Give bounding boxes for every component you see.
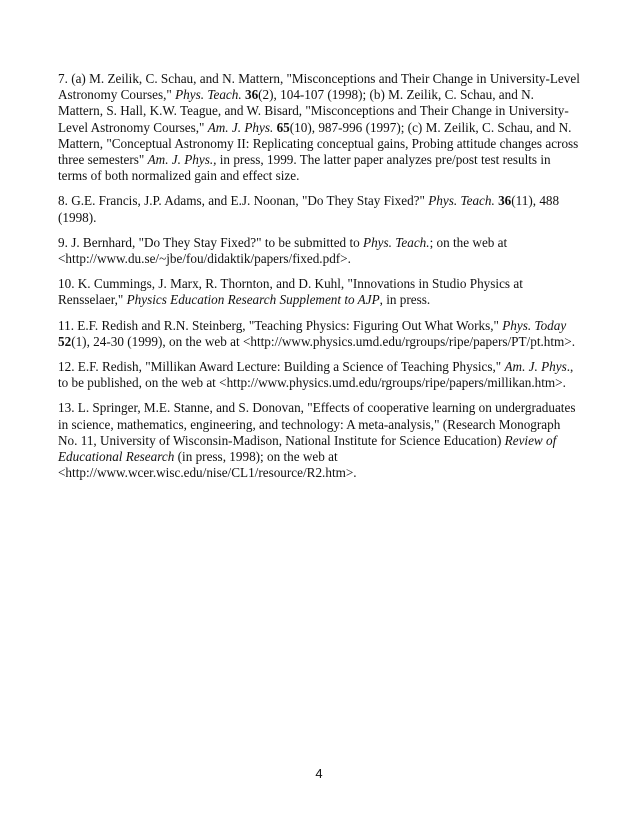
reference-text: 9. J. Bernhard, "Do They Stay Fixed?" to be submitted to	[58, 234, 364, 250]
reference-italic-text: Phys. Teach.	[175, 87, 242, 103]
reference-volume: 36	[244, 87, 259, 103]
page-number: 4	[315, 766, 323, 781]
reference-italic-text: Phys. Today	[502, 317, 567, 333]
reference-volume: 52	[58, 333, 72, 349]
reference-volume: 65	[276, 119, 290, 135]
reference-item	[58, 276, 582, 308]
reference-italic-text: Am. J. Phys.	[207, 119, 274, 135]
reference-item	[58, 235, 582, 267]
reference-italic-text: Phys. Teach.	[363, 234, 430, 250]
reference-text: 8. G.E. Francis, J.P. Adams, and E.J. Noonan, "Do They Stay Fixed?"	[58, 193, 429, 209]
reference-item	[58, 359, 582, 391]
reference-italic-text: Review of Educational Research	[58, 432, 557, 465]
reference-text: 13. L. Springer, M.E. Stanne, and S. Donovan, "Effects of cooperative learning on undergraduates in science, mathematics, engineering, and technology: A meta-analysis," (Research Monograph No. 11, University of Wisconsin-Madison, National Institute for Science Education)	[58, 400, 576, 448]
reference-text: (in press, 1998); on the web at <http://www.wcer.wisc.edu/nise/CL1/resource/R2.htm>.	[58, 449, 357, 481]
reference-text: (11), 488 (1998).	[58, 193, 560, 225]
reference-italic-text: Am. J. Phys.,	[147, 152, 217, 168]
reference-text: 7. (a) M. Zeilik, C. Schau, and N. Mattern, "Misconceptions and Their Change in University-Level Astronomy Courses,"	[58, 71, 580, 103]
reference-item	[58, 71, 582, 184]
reference-italic-text: Physics Education Research Supplement to AJP	[126, 292, 380, 308]
reference-text: (1), 24-30 (1999), on the web at <http://www.physics.umd.edu/rgroups/ripe/papers/PT/pt.htm>.	[71, 333, 576, 349]
reference-text: (10), 987-996 (1997); (c) M. Zeilik, C. Schau, and N. Mattern, "Conceptual Astronomy II: Replicating conceptual gains, Probing attitude changes across three semesters"	[58, 119, 579, 168]
reference-text: 10. K. Cummings, J. Marx, R. Thornton, and D. Kuhl, "Innovations in Studio Physics at Rensselaer,"	[58, 276, 523, 308]
reference-item	[58, 400, 582, 481]
reference-text: (2), 104-107 (1998); (b) M. Zeilik, C. Schau, and N. Mattern, S. Hall, K.W. Teague, and W. Bisard, "Misconceptions and Their Change in University-Level Astronomy Courses,"	[58, 87, 569, 135]
reference-text: in press, 1999. The latter paper analyzes pre/post test results in terms of both normalized gain and effect size.	[58, 152, 551, 184]
reference-text: 11. E.F. Redish and R.N. Steinberg, "Teaching Physics: Figuring Out What Works,"	[58, 317, 503, 333]
reference-text: ; on the web at <http://www.du.se/~jbe/fou/didaktik/papers/fixed.pdf>.	[58, 234, 508, 267]
reference-item	[58, 318, 582, 350]
reference-italic-text: Am. J. Phys	[504, 359, 567, 375]
reference-list	[58, 71, 582, 490]
reference-text: ., to be published, on the web at <http://www.physics.umd.edu/rgroups/ripe/papers/millikan.htm>.	[58, 359, 574, 391]
reference-italic-text: Phys. Teach.	[428, 193, 495, 209]
reference-text: , in press.	[379, 292, 431, 308]
reference-text: 12. E.F. Redish, "Millikan Award Lecture: Building a Science of Teaching Physics,"	[58, 359, 505, 375]
reference-volume: 36	[498, 193, 512, 209]
reference-item	[58, 193, 582, 225]
